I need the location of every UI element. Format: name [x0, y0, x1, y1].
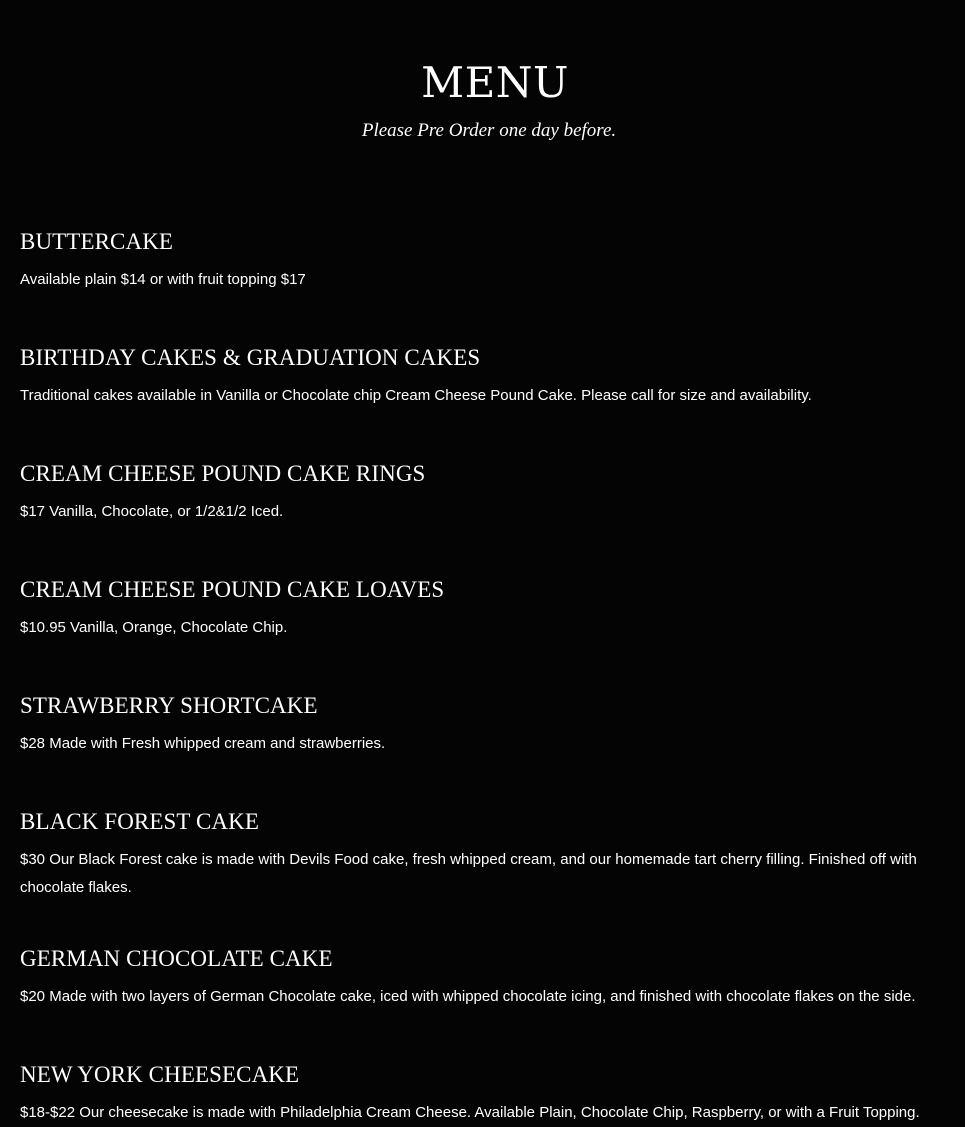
menu-item-name: STRAWBERRY SHORTCAKE	[20, 693, 318, 718]
menu-item-name: GERMAN CHOCOLATE CAKE	[20, 946, 333, 971]
menu-item-description: Available plain $14 or with fruit topping $17	[20, 271, 306, 288]
menu-item-pound-cake-rings	[20, 460, 962, 526]
menu-item-buttercake	[20, 228, 962, 294]
menu-item-name: CREAM CHEESE POUND CAKE RINGS	[20, 461, 426, 486]
menu-item-name: BIRTHDAY CAKES & GRADUATION CAKES	[20, 345, 481, 370]
menu-item-new-york-cheesecake	[20, 1061, 962, 1127]
page-subtitle: Please Pre Order one day before.	[361, 120, 617, 141]
menu-item-black-forest-cake	[20, 808, 962, 902]
menu-item-name: BLACK FOREST CAKE	[20, 809, 259, 834]
menu-item-description: $30 Our Black Forest cake is made with Devils Food cake, fresh whipped cream, and our homemade tart cherry filling. Finished off with chocolate flakes.	[20, 851, 917, 896]
menu-item-pound-cake-loaves	[20, 576, 962, 642]
menu-item-description: $10.95 Vanilla, Orange, Chocolate Chip.	[20, 619, 288, 636]
menu-item-strawberry-shortcake	[20, 692, 962, 758]
menu-item-name: CREAM CHEESE POUND CAKE LOAVES	[20, 577, 445, 602]
menu-item-birthday-graduation-cakes	[20, 344, 962, 410]
menu-item-description: Traditional cakes available in Vanilla or Chocolate chip Cream Cheese Pound Cake. Please call for size and availability.	[20, 387, 812, 404]
page-title: MENU	[421, 58, 569, 107]
menu-item-description: $18-$22 Our cheesecake is made with Philadelphia Cream Cheese. Available Plain, Chocolate Chip, Raspberry, or with a Fruit Topping.	[20, 1104, 920, 1121]
menu-item-name: BUTTERCAKE	[20, 229, 174, 254]
menu-item-german-chocolate-cake	[20, 945, 962, 1011]
menu-item-description: $17 Vanilla, Chocolate, or 1/2&1/2 Iced.	[20, 503, 284, 520]
menu-item-description: $20 Made with two layers of German Chocolate cake, iced with whipped chocolate icing, and finished with chocolate flakes on the side.	[20, 988, 916, 1005]
menu-item-description: $28 Made with Fresh whipped cream and strawberries.	[20, 735, 386, 752]
menu-item-name: NEW YORK CHEESECAKE	[20, 1062, 300, 1087]
